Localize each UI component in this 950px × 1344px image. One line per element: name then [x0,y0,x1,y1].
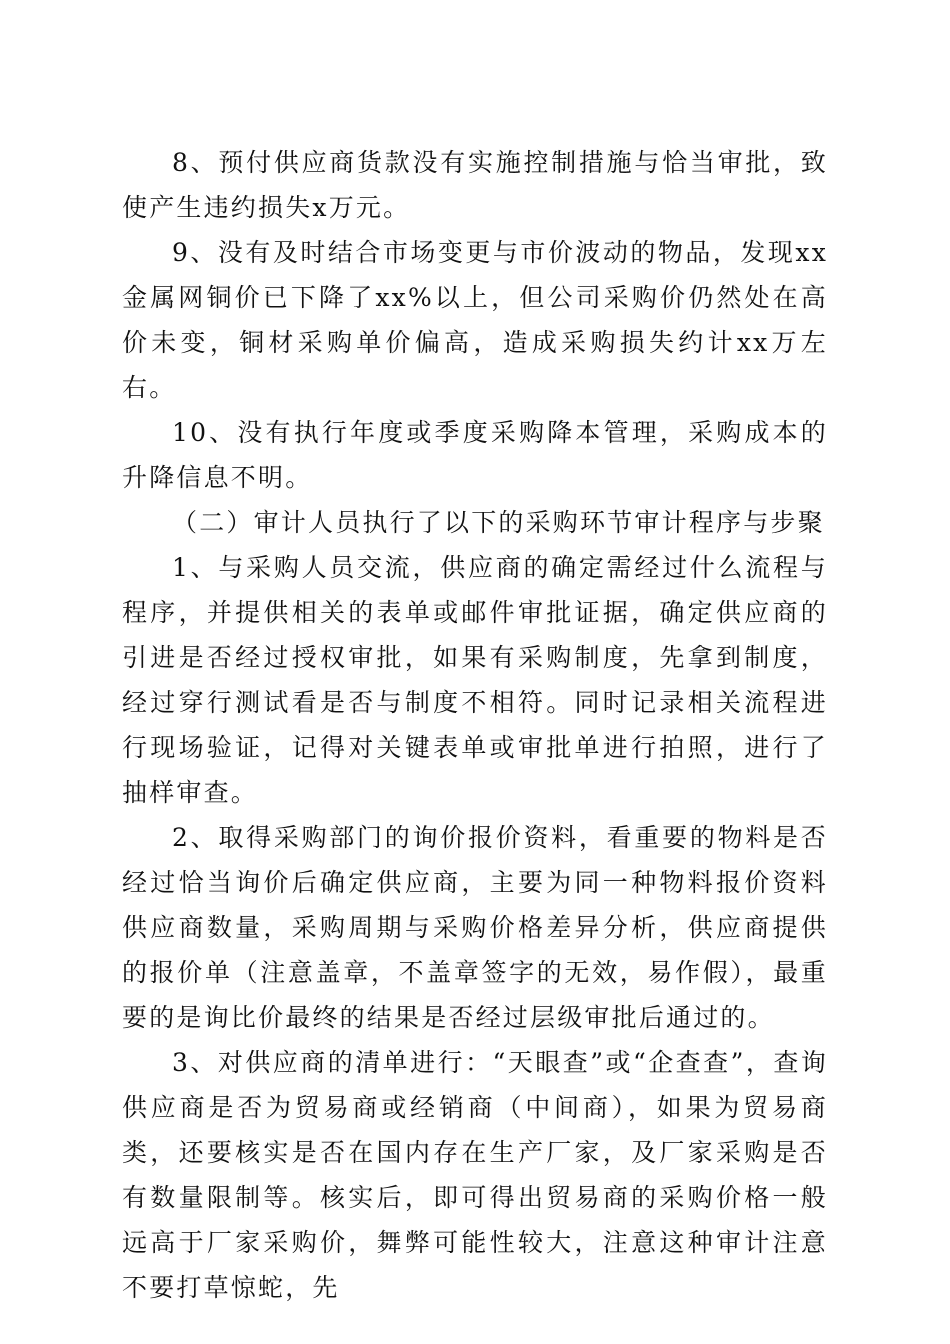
paragraph-item-10: 10、没有执行年度或季度采购降本管理，采购成本的升降信息不明。 [122,418,828,492]
document-body [122,140,828,1310]
paragraph-item-9: 9、没有及时结合市场变更与市价波动的物品，发现xx金属网铜价已下降了xx%以上，但公司采购价仍然处在高价未变，铜材采购单价偏高，造成采购损失约计xx万左右。 [122,238,828,402]
step-item-2: 2、取得采购部门的询价报价资料，看重要的物料是否经过恰当询价后确定供应商，主要为同一种物料报价资料供应商数量，采购周期与采购价格差异分析，供应商提供的报价单（注意盖章，不盖章签字的无效，易作假），最重要的是询比价最终的结果是否经过层级审批后通过的。 [122,823,828,1032]
paragraph-item-8: 8、预付供应商货款没有实施控制措施与恰当审批，致使产生违约损失x万元。 [122,148,828,222]
step-item-1: 1、与采购人员交流，供应商的确定需经过什么流程与程序，并提供相关的表单或邮件审批证据，确定供应商的引进是否经过授权审批，如果有采购制度，先拿到制度，经过穿行测试看是否与制度不相符。同时记录相关流程进行现场验证，记得对关键表单或审批单进行拍照，进行了抽样审查。 [122,553,828,807]
step-item-3: 3、对供应商的清单进行：“天眼查”或“企查查”，查询供应商是否为贸易商或经销商（中间商），如果为贸易商类，还要核实是否在国内存在生产厂家，及厂家采购是否有数量限制等。核实后，即可得出贸易商的采购价格一般远高于厂家采购价，舞弊可能性较大，注意这种审计注意不要打草惊蛇，先 [122,1048,828,1302]
section-heading: （二）审计人员执行了以下的采购环节审计程序与步聚 [172,508,825,537]
